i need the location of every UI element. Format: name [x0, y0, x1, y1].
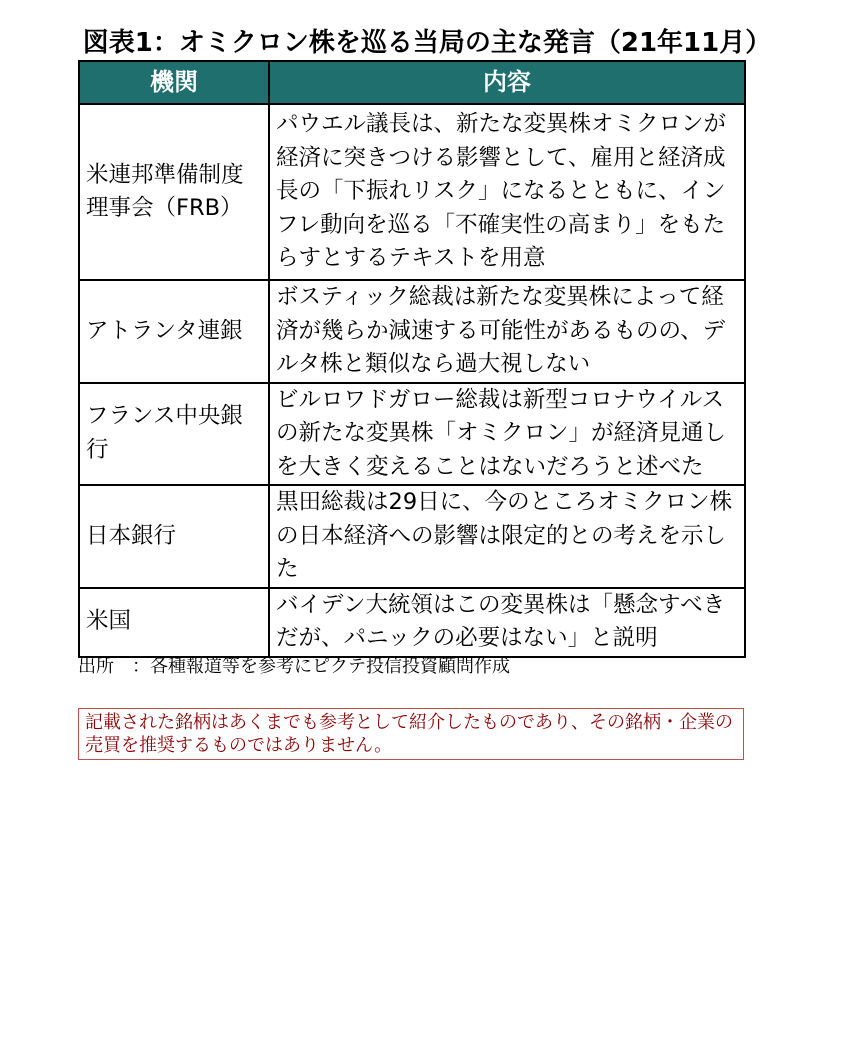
table-row — [79, 104, 745, 280]
content-cell-atlanta-fed: ボスティック総裁は新たな変異株によって経済が幾らか減速する可能性があるものの、デルタ株と類似なら過大視しない — [269, 280, 745, 383]
table-row — [79, 383, 745, 486]
institution-cell-frb: 米連邦準備制度理事会（FRB） — [79, 104, 269, 280]
table-header-row — [79, 61, 745, 104]
table-row — [79, 280, 745, 383]
content-cell-banque-de-france: ビルロワドガロー総裁は新型コロナウイルスの新たな変異株「オミクロン」が経済見通しを大きく変えることはないだろうと述べた — [269, 383, 745, 486]
disclaimer-box: 記載された銘柄はあくまでも参考として紹介したものであり、その銘柄・企業の売買を推奨するものではありません。 — [78, 708, 744, 760]
source-note: 出所 ：各種報道等を参考にピクテ投信投資顧問作成 — [78, 656, 510, 677]
table-row — [79, 485, 745, 588]
institution-cell-us: 米国 — [79, 588, 269, 657]
table-row — [79, 588, 745, 657]
content-cell-us: バイデン大統領はこの変異株は「懸念すべきだが、パニックの必要はない」と説明 — [269, 588, 745, 657]
content-cell-boj: 黒田総裁は29日に、今のところオミクロン株の日本経済への影響は限定的との考えを示した — [269, 485, 745, 588]
content-cell-frb: パウエル議長は、新たな変異株オミクロンが経済に突きつける影響として、雇用と経済成長の「下振れリスク」になるとともに、インフレ動向を巡る「不確実性の高まり」をもたらすとするテキストを用意 — [269, 104, 745, 280]
statements-table — [78, 60, 746, 658]
institution-cell-atlanta-fed: アトランタ連銀 — [79, 280, 269, 383]
institution-cell-boj: 日本銀行 — [79, 485, 269, 588]
header-institution: 機関 — [79, 61, 269, 104]
header-content: 内容 — [269, 61, 745, 104]
institution-cell-banque-de-france: フランス中央銀行 — [79, 383, 269, 486]
figure-title: 図表1：オミクロン株を巡る当局の主な発言（21年11月） — [82, 28, 772, 58]
